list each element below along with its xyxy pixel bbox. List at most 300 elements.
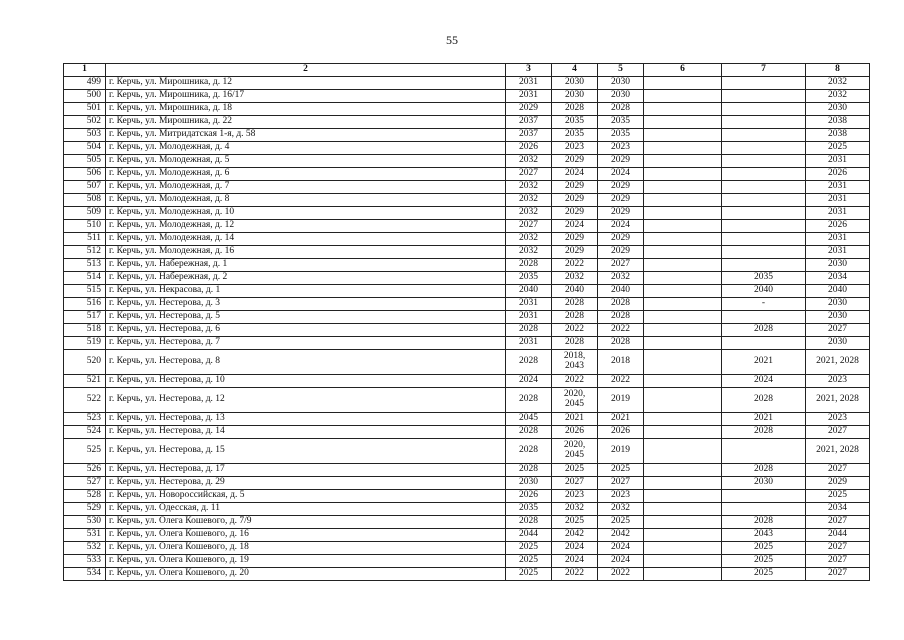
col-7-cell — [722, 194, 806, 207]
table-row — [64, 168, 870, 181]
row-number: 501 — [64, 103, 106, 116]
address-cell: г. Керчь, ул. Набережная, д. 2 — [106, 272, 506, 285]
col-3-cell: 2028 — [506, 259, 552, 272]
address-cell: г. Керчь, ул. Молодежная, д. 6 — [106, 168, 506, 181]
header-col-5: 5 — [598, 64, 644, 77]
col-4-cell: 2018, 2043 — [552, 350, 598, 375]
col-5-cell: 2019 — [598, 388, 644, 413]
col-5-cell: 2027 — [598, 477, 644, 490]
col-4-cell: 2028 — [552, 311, 598, 324]
col-5-cell: 2030 — [598, 77, 644, 90]
col-6-cell — [644, 426, 722, 439]
col-5-cell: 2025 — [598, 516, 644, 529]
col-8-cell: 2023 — [806, 413, 870, 426]
col-7-cell: 2040 — [722, 285, 806, 298]
col-6-cell — [644, 77, 722, 90]
col-4-cell: 2032 — [552, 272, 598, 285]
address-cell: г. Керчь, ул. Мирошника, д. 12 — [106, 77, 506, 90]
col-5-cell: 2025 — [598, 464, 644, 477]
table-row — [64, 426, 870, 439]
col-4-cell: 2026 — [552, 426, 598, 439]
col-3-cell: 2028 — [506, 324, 552, 337]
header-col-8: 8 — [806, 64, 870, 77]
col-5-cell: 2021 — [598, 413, 644, 426]
table-row — [64, 311, 870, 324]
col-6-cell — [644, 490, 722, 503]
col-5-cell: 2029 — [598, 194, 644, 207]
col-8-cell: 2027 — [806, 516, 870, 529]
col-4-cell: 2029 — [552, 155, 598, 168]
col-5-cell: 2024 — [598, 220, 644, 233]
table-row — [64, 194, 870, 207]
col-5-cell: 2024 — [598, 542, 644, 555]
col-8-cell: 2027 — [806, 542, 870, 555]
address-cell: г. Керчь, ул. Некрасова, д. 1 — [106, 285, 506, 298]
col-4-cell: 2020, 2045 — [552, 388, 598, 413]
col-7-cell: 2043 — [722, 529, 806, 542]
address-cell: г. Керчь, ул. Новороссийская, д. 5 — [106, 490, 506, 503]
col-7-cell: 2028 — [722, 464, 806, 477]
col-5-cell: 2019 — [598, 439, 644, 464]
address-cell: г. Керчь, ул. Митридатская 1-я, д. 58 — [106, 129, 506, 142]
row-number: 505 — [64, 155, 106, 168]
col-8-cell: 2023 — [806, 375, 870, 388]
col-4-cell: 2022 — [552, 375, 598, 388]
table-row — [64, 337, 870, 350]
table-row — [64, 298, 870, 311]
col-8-cell: 2027 — [806, 324, 870, 337]
row-number: 530 — [64, 516, 106, 529]
col-4-cell: 2040 — [552, 285, 598, 298]
header-col-3: 3 — [506, 64, 552, 77]
col-6-cell — [644, 568, 722, 581]
table-row — [64, 568, 870, 581]
row-number: 519 — [64, 337, 106, 350]
col-6-cell — [644, 464, 722, 477]
col-8-cell: 2031 — [806, 155, 870, 168]
address-cell: г. Керчь, ул. Олега Кошевого, д. 18 — [106, 542, 506, 555]
col-8-cell: 2031 — [806, 233, 870, 246]
col-4-cell: 2028 — [552, 337, 598, 350]
col-5-cell: 2030 — [598, 90, 644, 103]
row-number: 533 — [64, 555, 106, 568]
col-6-cell — [644, 529, 722, 542]
table-row — [64, 464, 870, 477]
col-7-cell — [722, 259, 806, 272]
col-3-cell: 2032 — [506, 194, 552, 207]
col-3-cell: 2028 — [506, 388, 552, 413]
col-3-cell: 2028 — [506, 516, 552, 529]
table-row — [64, 529, 870, 542]
table-row — [64, 350, 870, 375]
row-number: 524 — [64, 426, 106, 439]
table-row — [64, 413, 870, 426]
col-8-cell: 2026 — [806, 168, 870, 181]
col-8-cell: 2032 — [806, 90, 870, 103]
col-3-cell: 2025 — [506, 542, 552, 555]
col-7-cell: 2028 — [722, 516, 806, 529]
table-row — [64, 207, 870, 220]
header-col-6: 6 — [644, 64, 722, 77]
col-8-cell: 2029 — [806, 477, 870, 490]
col-3-cell: 2040 — [506, 285, 552, 298]
address-cell: г. Керчь, ул. Олега Кошевого, д. 16 — [106, 529, 506, 542]
address-cell: г. Керчь, ул. Нестерова, д. 3 — [106, 298, 506, 311]
col-8-cell: 2031 — [806, 181, 870, 194]
col-8-cell: 2030 — [806, 298, 870, 311]
address-cell: г. Керчь, ул. Молодежная, д. 7 — [106, 181, 506, 194]
table-row — [64, 233, 870, 246]
col-7-cell — [722, 181, 806, 194]
col-3-cell: 2032 — [506, 233, 552, 246]
col-7-cell — [722, 129, 806, 142]
col-6-cell — [644, 439, 722, 464]
col-4-cell: 2029 — [552, 207, 598, 220]
table-row — [64, 220, 870, 233]
col-3-cell: 2030 — [506, 477, 552, 490]
address-cell: г. Керчь, ул. Молодежная, д. 5 — [106, 155, 506, 168]
col-6-cell — [644, 375, 722, 388]
col-5-cell: 2029 — [598, 181, 644, 194]
col-3-cell: 2027 — [506, 168, 552, 181]
col-3-cell: 2028 — [506, 350, 552, 375]
col-8-cell: 2025 — [806, 490, 870, 503]
table-row — [64, 77, 870, 90]
col-8-cell: 2026 — [806, 220, 870, 233]
col-6-cell — [644, 116, 722, 129]
row-number: 520 — [64, 350, 106, 375]
col-4-cell: 2022 — [552, 324, 598, 337]
row-number: 526 — [64, 464, 106, 477]
col-6-cell — [644, 350, 722, 375]
col-7-cell — [722, 168, 806, 181]
col-4-cell: 2020, 2045 — [552, 439, 598, 464]
col-5-cell: 2027 — [598, 259, 644, 272]
address-cell: г. Керчь, ул. Нестерова, д. 14 — [106, 426, 506, 439]
col-4-cell: 2029 — [552, 194, 598, 207]
col-8-cell: 2034 — [806, 503, 870, 516]
col-3-cell: 2044 — [506, 529, 552, 542]
col-4-cell: 2029 — [552, 246, 598, 259]
col-6-cell — [644, 220, 722, 233]
row-number: 527 — [64, 477, 106, 490]
col-8-cell: 2038 — [806, 129, 870, 142]
col-3-cell: 2028 — [506, 426, 552, 439]
row-number: 522 — [64, 388, 106, 413]
col-3-cell: 2032 — [506, 246, 552, 259]
col-7-cell — [722, 142, 806, 155]
col-5-cell: 2028 — [598, 103, 644, 116]
col-8-cell: 2031 — [806, 207, 870, 220]
col-8-cell: 2034 — [806, 272, 870, 285]
col-6-cell — [644, 181, 722, 194]
header-col-1: 1 — [64, 64, 106, 77]
address-cell: г. Керчь, ул. Молодежная, д. 14 — [106, 233, 506, 246]
table-row — [64, 155, 870, 168]
col-4-cell: 2024 — [552, 542, 598, 555]
header-col-7: 7 — [722, 64, 806, 77]
row-number: 516 — [64, 298, 106, 311]
col-5-cell: 2032 — [598, 503, 644, 516]
col-7-cell — [722, 155, 806, 168]
col-5-cell: 2023 — [598, 490, 644, 503]
col-4-cell: 2022 — [552, 568, 598, 581]
col-6-cell — [644, 503, 722, 516]
row-number: 513 — [64, 259, 106, 272]
col-4-cell: 2042 — [552, 529, 598, 542]
col-8-cell: 2027 — [806, 426, 870, 439]
col-3-cell: 2037 — [506, 129, 552, 142]
col-3-cell: 2028 — [506, 464, 552, 477]
col-7-cell — [722, 77, 806, 90]
table-row — [64, 477, 870, 490]
col-6-cell — [644, 129, 722, 142]
col-5-cell: 2035 — [598, 129, 644, 142]
col-7-cell: 2030 — [722, 477, 806, 490]
col-3-cell: 2029 — [506, 103, 552, 116]
col-3-cell: 2025 — [506, 568, 552, 581]
col-3-cell: 2031 — [506, 311, 552, 324]
col-7-cell — [722, 503, 806, 516]
row-number: 531 — [64, 529, 106, 542]
col-7-cell: 2021 — [722, 413, 806, 426]
table-row — [64, 375, 870, 388]
row-number: 507 — [64, 181, 106, 194]
address-cell: г. Керчь, ул. Молодежная, д. 8 — [106, 194, 506, 207]
col-4-cell: 2027 — [552, 477, 598, 490]
col-6-cell — [644, 555, 722, 568]
col-8-cell: 2025 — [806, 142, 870, 155]
col-7-cell — [722, 490, 806, 503]
row-number: 521 — [64, 375, 106, 388]
col-3-cell: 2028 — [506, 439, 552, 464]
col-8-cell: 2032 — [806, 77, 870, 90]
address-cell: г. Керчь, ул. Олега Кошевого, д. 7/9 — [106, 516, 506, 529]
row-number: 509 — [64, 207, 106, 220]
col-6-cell — [644, 90, 722, 103]
address-cell: г. Керчь, ул. Нестерова, д. 13 — [106, 413, 506, 426]
col-8-cell: 2030 — [806, 311, 870, 324]
col-4-cell: 2024 — [552, 555, 598, 568]
header-col-2: 2 — [106, 64, 506, 77]
schedule-table — [63, 63, 870, 581]
col-8-cell: 2044 — [806, 529, 870, 542]
col-7-cell — [722, 337, 806, 350]
col-3-cell: 2031 — [506, 90, 552, 103]
col-3-cell: 2026 — [506, 490, 552, 503]
col-8-cell: 2030 — [806, 337, 870, 350]
col-6-cell — [644, 285, 722, 298]
col-4-cell: 2035 — [552, 116, 598, 129]
col-3-cell: 2037 — [506, 116, 552, 129]
address-cell: г. Керчь, ул. Нестерова, д. 10 — [106, 375, 506, 388]
col-8-cell: 2021, 2028 — [806, 439, 870, 464]
col-8-cell: 2030 — [806, 259, 870, 272]
row-number: 532 — [64, 542, 106, 555]
col-8-cell: 2027 — [806, 555, 870, 568]
table-row — [64, 516, 870, 529]
col-6-cell — [644, 233, 722, 246]
col-3-cell: 2035 — [506, 503, 552, 516]
col-7-cell — [722, 311, 806, 324]
row-number: 510 — [64, 220, 106, 233]
col-7-cell: 2024 — [722, 375, 806, 388]
table-row — [64, 490, 870, 503]
table-row — [64, 324, 870, 337]
col-6-cell — [644, 298, 722, 311]
col-5-cell: 2028 — [598, 337, 644, 350]
col-3-cell: 2032 — [506, 155, 552, 168]
col-6-cell — [644, 272, 722, 285]
table-row — [64, 103, 870, 116]
col-5-cell: 2040 — [598, 285, 644, 298]
col-7-cell — [722, 90, 806, 103]
row-number: 528 — [64, 490, 106, 503]
col-5-cell: 2032 — [598, 272, 644, 285]
col-7-cell: 2028 — [722, 388, 806, 413]
col-4-cell: 2030 — [552, 77, 598, 90]
col-5-cell: 2022 — [598, 568, 644, 581]
row-number: 504 — [64, 142, 106, 155]
col-8-cell: 2040 — [806, 285, 870, 298]
col-3-cell: 2031 — [506, 337, 552, 350]
col-5-cell: 2029 — [598, 246, 644, 259]
table-row — [64, 181, 870, 194]
address-cell: г. Керчь, ул. Мирошника, д. 22 — [106, 116, 506, 129]
col-4-cell: 2028 — [552, 103, 598, 116]
col-5-cell: 2026 — [598, 426, 644, 439]
row-number: 499 — [64, 77, 106, 90]
col-5-cell: 2022 — [598, 375, 644, 388]
col-7-cell: 2028 — [722, 324, 806, 337]
col-4-cell: 2029 — [552, 233, 598, 246]
table-row — [64, 555, 870, 568]
col-4-cell: 2023 — [552, 490, 598, 503]
col-6-cell — [644, 194, 722, 207]
col-5-cell: 2029 — [598, 207, 644, 220]
table-row — [64, 503, 870, 516]
row-number: 503 — [64, 129, 106, 142]
col-6-cell — [644, 246, 722, 259]
col-7-cell: 2025 — [722, 568, 806, 581]
col-8-cell: 2021, 2028 — [806, 350, 870, 375]
col-4-cell: 2028 — [552, 298, 598, 311]
address-cell: г. Керчь, ул. Нестерова, д. 29 — [106, 477, 506, 490]
col-7-cell: 2035 — [722, 272, 806, 285]
address-cell: г. Керчь, ул. Молодежная, д. 4 — [106, 142, 506, 155]
table-row — [64, 285, 870, 298]
header-col-4: 4 — [552, 64, 598, 77]
col-7-cell — [722, 207, 806, 220]
address-cell: г. Керчь, ул. Олега Кошевого, д. 19 — [106, 555, 506, 568]
address-cell: г. Керчь, ул. Одесская, д. 11 — [106, 503, 506, 516]
col-6-cell — [644, 477, 722, 490]
table-row — [64, 439, 870, 464]
address-cell: г. Керчь, ул. Нестерова, д. 5 — [106, 311, 506, 324]
row-number: 511 — [64, 233, 106, 246]
col-3-cell: 2032 — [506, 181, 552, 194]
col-3-cell: 2026 — [506, 142, 552, 155]
col-4-cell: 2021 — [552, 413, 598, 426]
col-3-cell: 2032 — [506, 207, 552, 220]
table-row — [64, 388, 870, 413]
table-row — [64, 129, 870, 142]
table-row — [64, 246, 870, 259]
col-3-cell: 2024 — [506, 375, 552, 388]
col-4-cell: 2032 — [552, 503, 598, 516]
col-4-cell: 2030 — [552, 90, 598, 103]
row-number: 508 — [64, 194, 106, 207]
row-number: 529 — [64, 503, 106, 516]
address-cell: г. Керчь, ул. Молодежная, д. 12 — [106, 220, 506, 233]
col-4-cell: 2024 — [552, 220, 598, 233]
col-4-cell: 2023 — [552, 142, 598, 155]
col-4-cell: 2025 — [552, 464, 598, 477]
col-6-cell — [644, 413, 722, 426]
col-8-cell: 2027 — [806, 464, 870, 477]
col-6-cell — [644, 542, 722, 555]
address-cell: г. Керчь, ул. Мирошника, д. 16/17 — [106, 90, 506, 103]
col-4-cell: 2029 — [552, 181, 598, 194]
address-cell: г. Керчь, ул. Олега Кошевого, д. 20 — [106, 568, 506, 581]
row-number: 502 — [64, 116, 106, 129]
table-row — [64, 142, 870, 155]
col-7-cell — [722, 116, 806, 129]
col-5-cell: 2024 — [598, 168, 644, 181]
col-6-cell — [644, 259, 722, 272]
address-cell: г. Керчь, ул. Мирошника, д. 18 — [106, 103, 506, 116]
col-6-cell — [644, 103, 722, 116]
address-cell: г. Керчь, ул. Молодежная, д. 10 — [106, 207, 506, 220]
row-number: 518 — [64, 324, 106, 337]
table-row — [64, 90, 870, 103]
col-3-cell: 2027 — [506, 220, 552, 233]
table-row — [64, 542, 870, 555]
col-7-cell — [722, 439, 806, 464]
page-number: 55 — [446, 33, 458, 47]
col-5-cell: 2024 — [598, 555, 644, 568]
row-number: 514 — [64, 272, 106, 285]
col-3-cell: 2025 — [506, 555, 552, 568]
row-number: 506 — [64, 168, 106, 181]
col-3-cell: 2031 — [506, 298, 552, 311]
address-cell: г. Керчь, ул. Набережная, д. 1 — [106, 259, 506, 272]
address-cell: г. Керчь, ул. Нестерова, д. 15 — [106, 439, 506, 464]
address-cell: г. Керчь, ул. Нестерова, д. 12 — [106, 388, 506, 413]
col-6-cell — [644, 311, 722, 324]
col-5-cell: 2018 — [598, 350, 644, 375]
col-8-cell: 2027 — [806, 568, 870, 581]
col-5-cell: 2028 — [598, 298, 644, 311]
col-6-cell — [644, 337, 722, 350]
header-row — [64, 64, 870, 77]
col-5-cell: 2023 — [598, 142, 644, 155]
col-6-cell — [644, 388, 722, 413]
col-6-cell — [644, 168, 722, 181]
address-cell: г. Керчь, ул. Молодежная, д. 16 — [106, 246, 506, 259]
col-7-cell — [722, 103, 806, 116]
address-cell: г. Керчь, ул. Нестерова, д. 8 — [106, 350, 506, 375]
col-7-cell: 2025 — [722, 555, 806, 568]
col-7-cell — [722, 246, 806, 259]
col-8-cell: 2021, 2028 — [806, 388, 870, 413]
col-4-cell: 2035 — [552, 129, 598, 142]
address-cell: г. Керчь, ул. Нестерова, д. 17 — [106, 464, 506, 477]
col-6-cell — [644, 155, 722, 168]
table-row — [64, 259, 870, 272]
col-4-cell: 2025 — [552, 516, 598, 529]
col-6-cell — [644, 207, 722, 220]
